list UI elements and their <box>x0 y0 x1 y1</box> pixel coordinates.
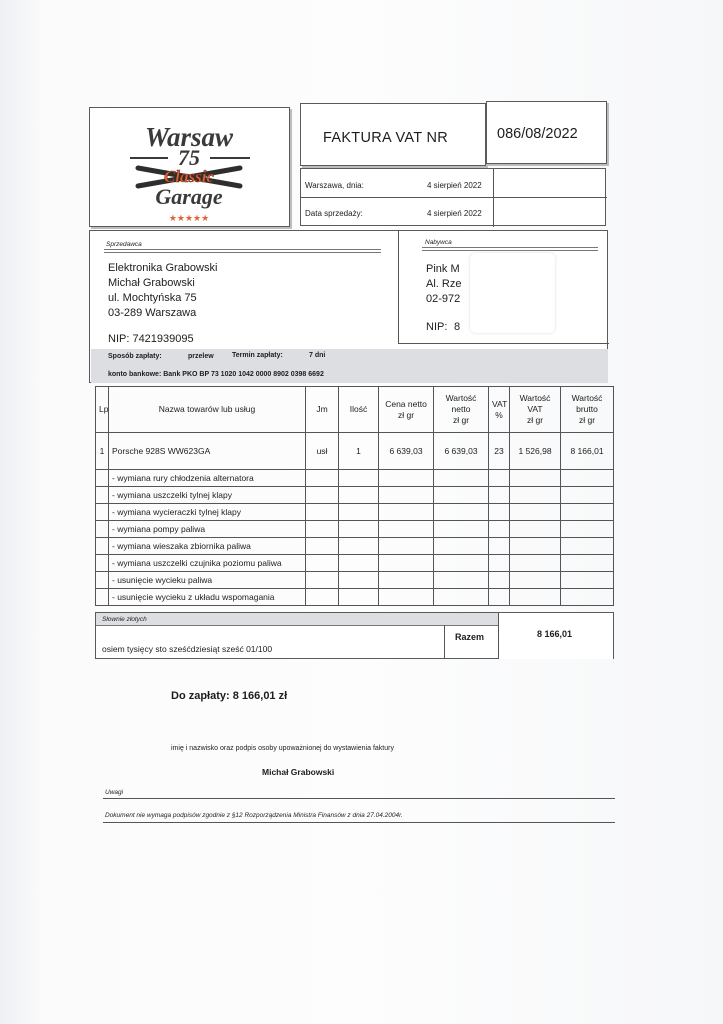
col-lp: Lp <box>96 387 109 433</box>
sub-item: - usunięcie wycieku paliwa <box>109 572 306 589</box>
redaction <box>470 253 555 333</box>
logo-box <box>89 107 290 227</box>
cell-jm: usł <box>306 433 339 470</box>
buyer-nip-label: NIP: <box>426 321 448 333</box>
col-gross: Wartość brutto zł gr <box>561 387 614 433</box>
buyer-nip-value: 8 <box>454 321 461 333</box>
table-row <box>96 589 614 606</box>
bank-account: konto bankowe: Bank PKO BP 73 1020 1042 0000 8902 0398 6692 <box>108 371 324 378</box>
seller-nip: NIP: 7421939095 <box>108 333 194 345</box>
place-date-label: Warszawa, dnia: <box>305 181 364 190</box>
buyer-heading: Nabywca <box>425 239 452 246</box>
col-jm: Jm <box>306 387 339 433</box>
col-name: Nazwa towarów lub usług <box>109 387 306 433</box>
summary-box <box>95 612 614 659</box>
seller-person: Michał Grabowski <box>108 277 195 289</box>
table-row <box>96 433 614 470</box>
total-label: Razem <box>455 632 485 642</box>
buyer-name: Pink M <box>426 263 460 275</box>
items-table <box>95 386 614 606</box>
sale-date-value: 4 sierpień 2022 <box>427 209 482 218</box>
seller-city: 03-289 Warszawa <box>108 307 197 319</box>
col-vat-value: Wartość VAT zł gr <box>510 387 561 433</box>
sub-item: - wymiana uszczelki czujnika poziomu paliwa <box>109 555 306 572</box>
table-row <box>96 470 614 487</box>
total-value: 8 166,01 <box>537 629 573 639</box>
logo-text-75: 75 <box>178 145 200 170</box>
col-net-price: Cena netto zł gr <box>379 387 434 433</box>
table-header-row <box>96 387 614 433</box>
sub-item: - wymiana uszczelki tylnej klapy <box>109 487 306 504</box>
payment-value: przelew <box>188 353 214 360</box>
col-net-value: Wartość netto zł gr <box>434 387 489 433</box>
remarks-text: Dokument nie wymaga podpisów zgodnie z §12 Rozporządzenia Ministra Finansów z dnia 27.04.2004r. <box>105 812 403 819</box>
table-row <box>96 555 614 572</box>
parties-box <box>89 230 608 383</box>
term-value: 7 dni <box>309 352 326 359</box>
seller-name: Elektronika Grabowski <box>108 262 218 274</box>
cell-name: Porsche 928S WW623GA <box>109 433 306 470</box>
table-row <box>96 487 614 504</box>
col-qty: Ilość <box>339 387 379 433</box>
sub-item: - wymiana rury chłodzenia alternatora <box>109 470 306 487</box>
cell-net-value: 6 639,03 <box>434 433 489 470</box>
logo-text-garage: Garage <box>155 184 223 209</box>
cell-net-price: 6 639,03 <box>379 433 434 470</box>
logo-stars: ★★★★★ <box>168 213 210 223</box>
cell-vat: 23 <box>489 433 510 470</box>
term-label: Termin zapłaty: <box>232 352 283 359</box>
sub-item: - wymiana wieszaka zbiornika paliwa <box>109 538 306 555</box>
cell-gross: 8 166,01 <box>561 433 614 470</box>
table-row <box>96 521 614 538</box>
dates-box <box>300 168 606 226</box>
logo-text-classic: Classic <box>163 167 215 186</box>
col-vat: VAT % <box>489 387 510 433</box>
signature-caption: imię i nazwisko oraz podpis osoby upoważnionej do wystawienia faktury <box>171 745 394 752</box>
garage-logo <box>90 108 289 226</box>
cell-vat-value: 1 526,98 <box>510 433 561 470</box>
sub-item: - wymiana pompy paliwa <box>109 521 306 538</box>
sub-item: - wymiana wycieraczki tylnej klapy <box>109 504 306 521</box>
table-row <box>96 572 614 589</box>
sub-item: - usunięcie wycieku z układu wspomagania <box>109 589 306 606</box>
invoice-title: FAKTURA VAT NR <box>323 130 449 146</box>
payment-label: Sposób zapłaty: <box>108 353 162 360</box>
buyer-street: Al. Rze <box>426 278 462 290</box>
seller-heading: Sprzedawca <box>106 241 142 248</box>
amount-in-words: osiem tysięcy sto sześćdziesiąt sześć 01/100 <box>102 644 273 654</box>
signer-name: Michał Grabowski <box>262 767 335 777</box>
table-row <box>96 538 614 555</box>
logo-text-warsaw: Warsaw <box>144 122 234 152</box>
cell-lp: 1 <box>96 433 109 470</box>
amount-due: Do zapłaty: 8 166,01 zł <box>171 690 288 702</box>
remarks-label: Uwagi <box>105 789 124 796</box>
invoice-number: 086/08/2022 <box>497 126 578 142</box>
words-label: Słownie złotych <box>102 616 147 623</box>
title-box <box>300 103 486 166</box>
seller-street: ul. Mochtyńska 75 <box>108 292 197 304</box>
table-row <box>96 504 614 521</box>
place-date-value: 4 sierpień 2022 <box>427 181 482 190</box>
buyer-city: 02-972 <box>426 293 461 305</box>
number-box <box>486 101 607 164</box>
cell-qty: 1 <box>339 433 379 470</box>
sale-date-label: Data sprzedaży: <box>305 209 363 218</box>
